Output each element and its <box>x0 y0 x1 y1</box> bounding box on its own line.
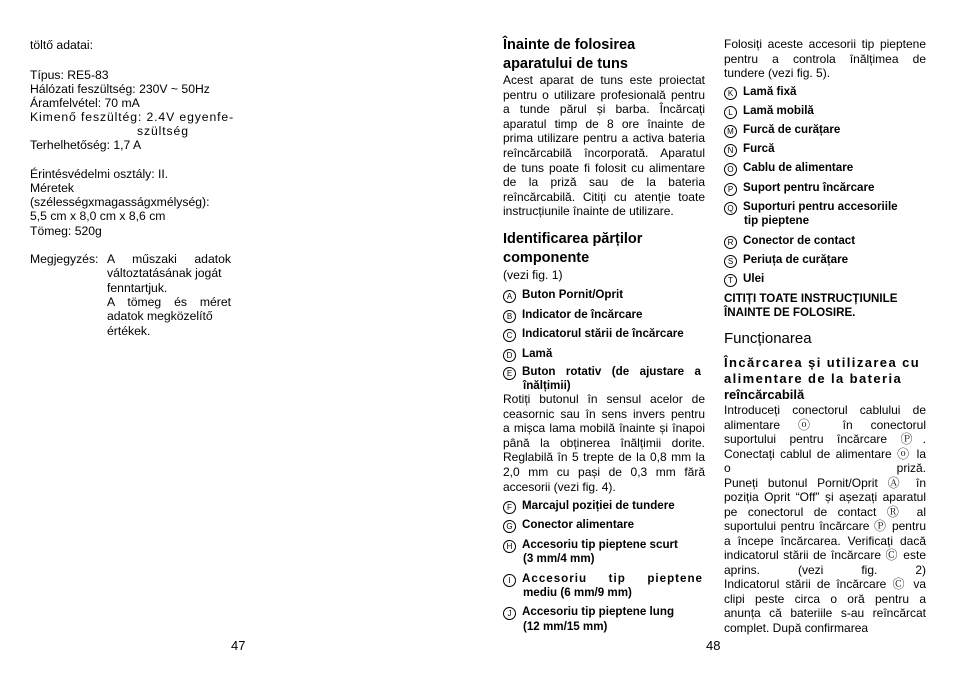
paragraph-line: Introduceți conectorul cablului de <box>724 403 926 417</box>
part-j-label: Accesoriu tip pieptene lung <box>522 605 675 618</box>
letter-circle-q: Q <box>724 202 737 215</box>
paragraph-line: Conectați cablul de alimentare ⓞ la <box>724 446 926 461</box>
paragraph-line: reîncărcabilă. Citiți cu atenție toate <box>503 189 705 204</box>
part-g-label: Conector alimentare <box>522 518 635 531</box>
letter-circle-h: H <box>503 540 516 553</box>
paragraph-line: aparatul timp de 8 ore înainte de <box>503 116 705 131</box>
part-f-label: Marcajul poziției de tundere <box>522 499 675 512</box>
paragraph-line: clipi peste circa o oră pentru a <box>724 591 926 606</box>
part-item <box>503 307 643 323</box>
paragraph-line: 2,0 mm cu pași de 0,3 mm fără <box>503 465 705 479</box>
paragraph-line: Indicatorul stării de încărcare Ⓒ va <box>724 577 926 591</box>
note-line-6: értékek. <box>107 324 151 338</box>
heading-parts-1: Identificarea părților <box>503 231 643 247</box>
letter-circle: K <box>724 87 737 100</box>
letter-circle-g: G <box>503 520 516 533</box>
spec-dimensions-value: 5,5 cm x 8,0 cm x 8,6 cm <box>30 209 166 223</box>
part-item <box>724 160 853 176</box>
letter-circle: S <box>724 255 737 268</box>
letter-circle: D <box>503 349 516 362</box>
note-line-4: A tömeg és méret <box>107 295 231 309</box>
heading-before-use-2: aparatului de tuns <box>503 56 628 72</box>
paragraph-line: aprins. (vezi fig. 2) <box>724 562 926 577</box>
part-item <box>724 84 797 100</box>
part-item <box>724 180 874 196</box>
spec-type: Típus: RE5-83 <box>30 68 109 82</box>
paragraph-line: alimentare ⓞ în conectorul <box>724 417 926 432</box>
paragraph-line: de la priză sau de la bateria <box>503 175 705 190</box>
page-number-right: 48 <box>706 638 721 653</box>
warning-line-1: CITIȚI TOATE INSTRUCȚIUNILE <box>724 292 898 305</box>
letter-circle: T <box>724 274 737 287</box>
part-e-label: Buton rotativ (de ajustare a <box>522 365 701 378</box>
note-line-5: adatok megközelítő <box>107 309 213 323</box>
part-f <box>503 498 675 514</box>
paragraph-line: până la obținerea înălțimii dorite. <box>503 435 705 450</box>
part-item <box>724 122 840 138</box>
note-line-1: A műszaki adatok <box>107 252 231 266</box>
part-label: Lamă <box>522 346 553 360</box>
paragraph-line: accesorii (vezi fig. 4). <box>503 479 616 494</box>
spec-dimensions-label: Méretek <box>30 181 75 195</box>
part-item <box>503 287 623 303</box>
see-figure-1: (vezi fig. 1) <box>503 268 563 282</box>
paragraph-line: suportului pentru încărcare Ⓟ pentru <box>724 519 926 533</box>
paragraph-line: Folosiți aceste accesorii tip pieptene <box>724 37 926 51</box>
part-h-label-cont: (3 mm/4 mm) <box>523 552 595 565</box>
paragraph-line: a mișca lama mobilă înainte și înapoi <box>503 421 705 436</box>
paragraph-line: reîncărcabilă încorporată. Aparatul <box>503 146 705 160</box>
part-item <box>503 346 552 362</box>
paragraph-line: tundere (vezi fig. 5). <box>724 66 831 81</box>
subheading-charging-2: alimentare de la bateria <box>724 371 903 386</box>
paragraph-line: a tunde părul și barba. Încărcați <box>503 102 705 117</box>
part-i-label: Accesoriu tip pieptene <box>522 572 703 585</box>
part-g <box>503 517 634 533</box>
paragraph-line: Rotiți butonul în sensul acelor de <box>503 392 705 406</box>
part-label: Lamă mobilă <box>743 104 814 118</box>
part-label: Ulei <box>743 272 765 285</box>
heading-before-use-1: Înainte de folosirea <box>503 37 636 53</box>
letter-circle: L <box>724 106 737 119</box>
part-q-label-cont: tip pieptene <box>744 214 810 227</box>
letter-circle: A <box>503 290 516 303</box>
paragraph-line: prima utilizare pentru a activa bateria <box>503 131 705 146</box>
letter-circle: C <box>503 329 516 342</box>
letter-circle: P <box>724 183 737 196</box>
spec-current: Áramfelvétel: 70 mA <box>30 96 140 110</box>
letter-circle-j: J <box>503 607 516 620</box>
part-item <box>503 326 684 342</box>
paragraph-line: ceasornic sau în sens invers pentru <box>503 406 705 421</box>
paragraph-line: pe conectorul de contact Ⓡ al <box>724 504 926 519</box>
part-q-label: Suporturi pentru accesoriile <box>743 200 898 213</box>
part-item <box>724 233 855 249</box>
part-j-label-cont: (12 mm/15 mm) <box>523 620 608 633</box>
part-i-label-cont: mediu (6 mm/9 mm) <box>523 586 632 599</box>
paragraph-line: anunța că bateriile s-au reîncărcat <box>724 606 926 620</box>
part-label: Lamă fixă <box>743 85 797 98</box>
part-label: Indicatorul stării de încărcare <box>522 327 684 340</box>
heading-parts-2: componente <box>503 250 590 266</box>
spec-protection-class: Érintésvédelmi osztály: II. <box>30 167 169 181</box>
part-item <box>724 141 775 157</box>
part-item <box>724 252 848 268</box>
page-number-left: 47 <box>231 638 246 653</box>
paragraph-line: Reglabilă în 5 trepte de la 0,8 mm la <box>503 450 705 465</box>
spec-dimensions-desc: (szélességxmagasságxmélység): <box>30 195 210 209</box>
paragraph-line: o priză. <box>724 461 926 475</box>
part-label: Furcă de curățare <box>743 123 841 137</box>
paragraph-line: instrucțiunile înainte de utilizare. <box>503 204 674 219</box>
letter-circle: N <box>724 144 737 157</box>
part-e-label-cont: înălțimii) <box>523 379 571 392</box>
note-line-2: változtatásának jogát <box>107 266 222 280</box>
part-j <box>503 604 674 620</box>
part-item <box>724 103 814 119</box>
spec-weight: Tömeg: 520g <box>30 224 102 238</box>
paragraph-line: suportului pentru încărcare Ⓟ. <box>724 432 926 446</box>
paragraph-line: pentru a controla înălțimea de <box>724 51 926 66</box>
part-item <box>724 271 764 287</box>
part-label: Furcă <box>743 142 775 156</box>
part-label: Cablu de alimentare <box>743 161 854 175</box>
spec-load: Terhelhetőség: 1,7 A <box>30 138 142 152</box>
paragraph-line: Acest aparat de tuns este proiectat <box>503 73 705 87</box>
letter-circle: R <box>724 236 737 249</box>
part-label: Buton Pornit/Oprit <box>522 288 624 301</box>
spec-voltage: Hálózati feszültség: 230V ~ 50Hz <box>30 82 210 96</box>
note-label: Megjegyzés: <box>30 252 99 266</box>
letter-circle: B <box>503 310 516 323</box>
note-line-3: fenntartjuk. <box>107 281 168 295</box>
part-label: Periuța de curățare <box>743 253 849 266</box>
paragraph-line: indicatorul stării de încărcare Ⓒ este <box>724 548 926 562</box>
part-label: Conector de contact <box>743 234 856 247</box>
warning-line-2: ÎNAINTE DE FOLOSIRE. <box>724 306 856 319</box>
letter-circle: O <box>724 163 737 176</box>
paragraph-line: a începe încărcarea. Verificați dacă <box>724 533 926 548</box>
letter-circle-f: F <box>503 501 516 514</box>
letter-circle-i: I <box>503 574 516 587</box>
paragraph-line: pentru o utilizare profesională pentru <box>503 87 705 102</box>
paragraph-line: de tuns poate fi folosit cu alimentare <box>503 160 705 175</box>
part-label: Indicator de încărcare <box>522 307 643 321</box>
spec-output-voltage: Kimenő feszültég: 2.4V egyenfe- <box>30 110 235 124</box>
letter-circle-e: E <box>503 367 516 380</box>
subheading-charging-3: reîncărcabilă <box>724 387 805 402</box>
letter-circle: M <box>724 125 737 138</box>
subheading-charging-1: Încărcarea și utilizarea cu <box>724 355 921 370</box>
spec-output-voltage-cont: szültség <box>137 124 189 138</box>
part-h-label: Accesoriu tip pieptene scurt <box>522 538 678 551</box>
paragraph-line: poziția Oprit “Off” și așezați aparatul <box>724 490 926 504</box>
paragraph-line: complet. După confirmarea <box>724 620 869 635</box>
part-label: Suport pentru încărcare <box>743 180 875 194</box>
paragraph-line: Puneți butonul Pornit/Oprit Ⓐ în <box>724 475 926 490</box>
heading-operation: Funcționarea <box>724 330 812 347</box>
intro-text: töltő adatai: <box>30 38 94 52</box>
